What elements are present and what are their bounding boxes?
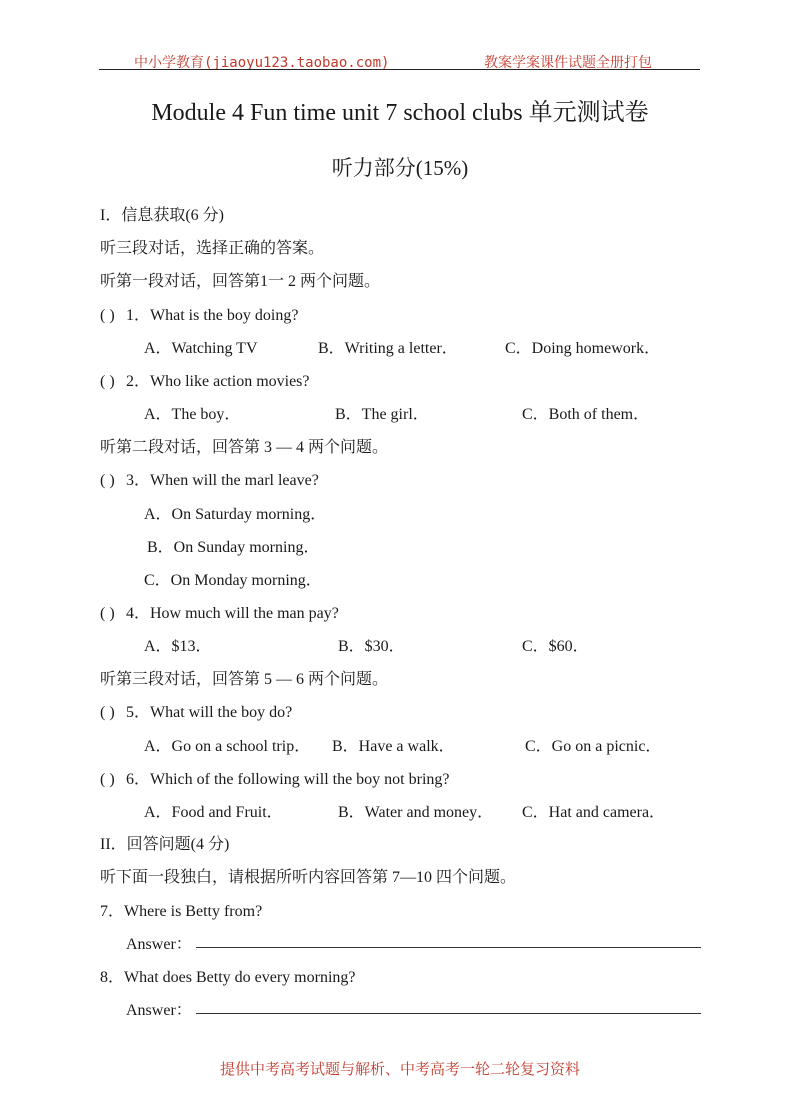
question-8: 8．What does Betty do every morning? xyxy=(100,969,356,986)
q3-option-a: A．On Saturday morning． xyxy=(144,506,327,523)
question-text: 3．When will the marl leave? xyxy=(126,472,319,489)
question-5 xyxy=(100,699,292,722)
dialog2-note: 听第二段对话，回答第 3 — 4 两个问题。 xyxy=(100,439,389,456)
question-text: 5．What will the boy do? xyxy=(126,704,293,721)
header-rule xyxy=(99,69,700,70)
q1-option-b: B．Writing a letter． xyxy=(318,340,458,357)
q6-option-b: B．Water and money． xyxy=(338,804,494,821)
q4-option-c: C．$60． xyxy=(522,638,589,655)
q7-answer-line[interactable] xyxy=(196,947,701,948)
q1-option-a: A．Watching TV xyxy=(144,340,258,357)
question-4 xyxy=(100,600,339,623)
q6-option-c: C．Hat and camera． xyxy=(522,804,666,821)
q2-option-a: A．The boy． xyxy=(144,406,241,423)
question-1 xyxy=(100,302,298,325)
q5-option-b: B．Have a walk． xyxy=(332,738,455,755)
q4-option-b: B．$30． xyxy=(338,638,405,655)
q4-option-a: A．$13． xyxy=(144,638,212,655)
dialog3-note: 听第三段对话，回答第 5 — 6 两个问题。 xyxy=(100,671,389,688)
header-left-text: 中小学教育(jiaoyu123.taobao.com) xyxy=(134,55,390,71)
section1-instruction: 听三段对话，选择正确的答案。 xyxy=(100,240,325,257)
question-2 xyxy=(100,368,310,391)
q2-option-c: C．Both of them． xyxy=(522,406,650,423)
answer-blank[interactable]: ( ) xyxy=(100,307,115,324)
question-6 xyxy=(100,766,450,789)
q5-option-c: C．Go on a picnic． xyxy=(525,738,662,755)
q8-answer-label: Answer： xyxy=(126,1002,192,1019)
footer-text: 提供中考高考试题与解析、中考高考一轮二轮复习资料 xyxy=(219,1060,580,1078)
q3-option-b: B．On Sunday morning． xyxy=(147,539,320,556)
q2-option-b: B．The girl． xyxy=(335,406,429,423)
page-title: Module 4 Fun time unit 7 school clubs 单元测试卷 xyxy=(151,100,649,126)
answer-blank[interactable]: ( ) xyxy=(100,472,115,489)
question-text: 6．Which of the following will the boy not bring? xyxy=(126,771,450,788)
question-text: 2．Who like action movies? xyxy=(126,373,310,390)
q7-answer-label: Answer： xyxy=(126,936,192,953)
q1-option-c: C．Doing homework． xyxy=(505,340,661,357)
q5-option-a: A．Go on a school trip． xyxy=(144,738,311,755)
answer-blank[interactable]: ( ) xyxy=(100,771,115,788)
answer-blank[interactable]: ( ) xyxy=(100,373,115,390)
section2-heading: II．回答问题(4 分) xyxy=(100,836,230,853)
question-text: 4．How much will the man pay? xyxy=(126,605,339,622)
section2-instruction: 听下面一段独白，请根据所听内容回答第 7—10 四个问题。 xyxy=(100,869,517,886)
q3-option-c: C．On Monday morning． xyxy=(144,572,322,589)
q8-answer-line[interactable] xyxy=(196,1013,701,1014)
q6-option-a: A．Food and Fruit． xyxy=(144,804,283,821)
section1-heading: I．信息获取(6 分) xyxy=(100,207,224,224)
header-right-text: 教案学案课件试题全册打包 xyxy=(484,55,652,71)
question-3 xyxy=(100,467,319,490)
question-text: 1．What is the boy doing? xyxy=(126,307,299,324)
answer-blank[interactable]: ( ) xyxy=(100,704,115,721)
question-7: 7．Where is Betty from? xyxy=(100,903,263,920)
answer-blank[interactable]: ( ) xyxy=(100,605,115,622)
dialog1-note: 听第一段对话，回答第1一 2 两个问题。 xyxy=(100,273,381,290)
page-subtitle: 听力部分(15%) xyxy=(331,156,469,180)
